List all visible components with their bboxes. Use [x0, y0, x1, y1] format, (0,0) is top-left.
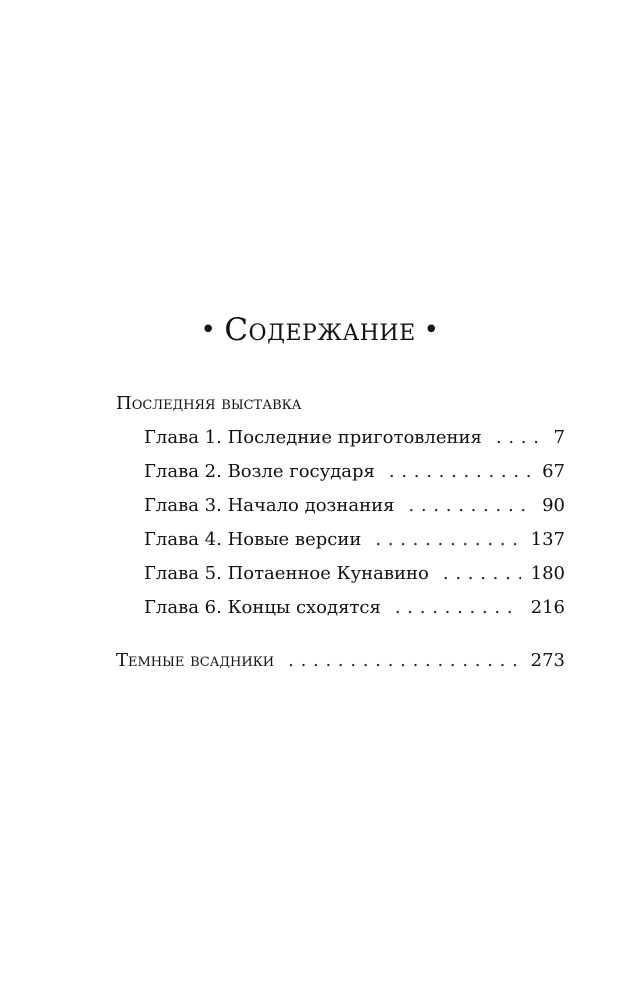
- toc-entry-label: Темные всадники: [116, 650, 275, 671]
- bullet-right-icon: •: [423, 315, 440, 345]
- toc-entry-page: 273: [530, 650, 565, 671]
- toc-entry-chapter-3[interactable]: [144, 493, 565, 519]
- dot-leader: [496, 425, 544, 451]
- toc-entry-page: 7: [553, 427, 565, 448]
- dot-leader: [443, 561, 521, 587]
- toc-entry-page: 137: [530, 529, 565, 550]
- toc-entry-chapter-5[interactable]: [144, 561, 565, 587]
- toc-entry-chapter-6[interactable]: [144, 595, 565, 621]
- toc-entry-label: Глава 2. Возле государя: [144, 461, 375, 482]
- dot-leader: [389, 459, 532, 485]
- toc-title-text: Содержание: [224, 312, 416, 348]
- toc-entry-page: 67: [542, 461, 565, 482]
- toc-entry-label: Глава 6. Концы сходятся: [144, 597, 381, 618]
- dot-leader: [408, 493, 532, 519]
- toc-title: [0, 310, 640, 350]
- toc-entry-label: Глава 5. Потаенное Кунавино: [144, 563, 429, 584]
- bullet-left-icon: •: [200, 315, 217, 345]
- toc-entry-label: Глава 1. Последние приготовления: [144, 427, 482, 448]
- toc-entry-label: Глава 4. Новые версии: [144, 529, 362, 550]
- dot-leader: [395, 595, 521, 621]
- toc-entry-chapter-2[interactable]: [144, 459, 565, 485]
- part-heading: Последняя выставка: [116, 393, 302, 414]
- toc-entry-page: 216: [530, 597, 565, 618]
- dot-leader: [375, 527, 520, 553]
- toc-entry-page: 90: [542, 495, 565, 516]
- toc-entry-label: Глава 3. Начало дознания: [144, 495, 395, 516]
- toc-entry-page: 180: [530, 563, 565, 584]
- toc-entry-chapter-1[interactable]: [144, 425, 565, 451]
- dot-leader: [288, 648, 521, 674]
- toc-entry-part-2[interactable]: [116, 648, 565, 674]
- toc-entry-chapter-4[interactable]: [144, 527, 565, 553]
